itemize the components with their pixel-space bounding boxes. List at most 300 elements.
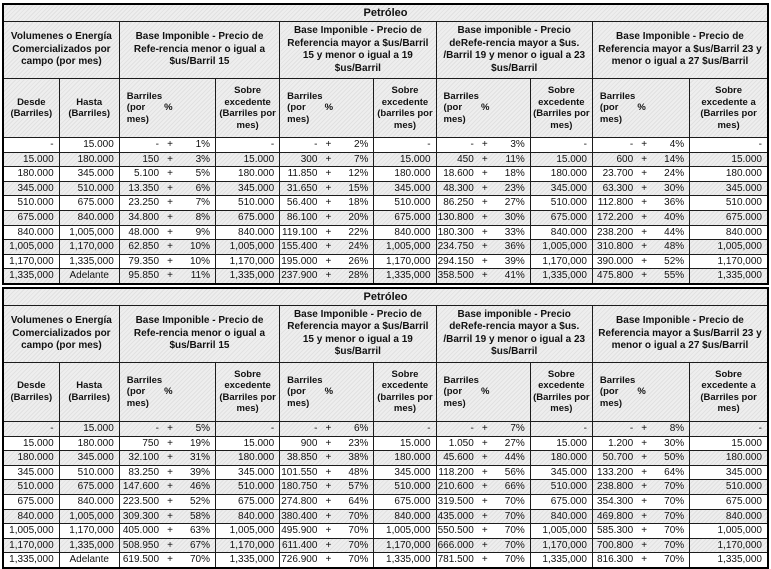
excedente-cell: 1,170,000	[216, 254, 280, 269]
desde-cell: 1,170,000	[3, 538, 59, 553]
table-row	[3, 210, 768, 225]
barriles-pct-cell	[280, 240, 374, 255]
barriles-pct-cell	[436, 225, 530, 240]
barriles-pct-cell	[592, 225, 689, 240]
desde-cell: 180.000	[3, 167, 59, 182]
plus-sign: +	[481, 437, 488, 449]
barriles-pct-cell	[436, 152, 530, 167]
plus-sign: +	[481, 510, 488, 522]
barriles-value: 309.300	[122, 510, 160, 522]
percent-value: 55%	[664, 270, 685, 282]
barriles-pct-header-3	[436, 79, 530, 138]
percent-value: 3%	[195, 153, 211, 165]
plus-sign: +	[167, 481, 173, 493]
plus-sign: +	[325, 241, 332, 253]
percent-value: 52%	[664, 255, 685, 267]
table-row	[3, 524, 768, 539]
excedente-cell: 1,335,000	[374, 269, 436, 284]
barriles-pct-header-4	[592, 79, 689, 138]
percent-value: 64%	[348, 495, 369, 507]
percent-value: 19%	[190, 437, 211, 449]
barriles-label: Barriles (por mes)	[443, 374, 479, 409]
hasta-cell: 15.000	[59, 138, 119, 153]
plus-sign: +	[167, 270, 173, 282]
desde-cell: 1,005,000	[3, 524, 59, 539]
plus-sign: +	[641, 437, 648, 449]
barriles-value: -	[629, 139, 634, 150]
percent-value: 24%	[348, 241, 369, 253]
percent-value: 70%	[190, 554, 211, 566]
barriles-pct-cell	[280, 524, 374, 539]
barriles-pct-cell	[436, 138, 530, 153]
desde-cell: 510.000	[3, 480, 59, 495]
excedente-cell: 840.000	[690, 225, 768, 240]
barriles-value: 180.750	[281, 481, 318, 493]
plus-sign: +	[325, 495, 332, 507]
plus-sign: +	[325, 255, 332, 267]
plus-sign: +	[481, 153, 488, 165]
excedente-cell: 180.000	[530, 451, 592, 466]
excedente-header-1: Sobre excedente (Barriles por mes)	[216, 79, 280, 138]
barriles-value: 48.300	[443, 182, 474, 194]
hasta-cell: 840.000	[59, 494, 119, 509]
barriles-pct-header-1	[119, 362, 215, 421]
desde-cell: 840.000	[3, 225, 59, 240]
table-title-row	[3, 288, 768, 306]
barriles-pct-cell	[436, 524, 530, 539]
excedente-cell: 345.000	[530, 181, 592, 196]
excedente-cell: 675.000	[690, 494, 768, 509]
table-row	[3, 451, 768, 466]
barriles-pct-cell	[436, 538, 530, 553]
percent-value: 70%	[348, 525, 369, 537]
barriles-pct-cell	[592, 152, 689, 167]
barriles-pct-cell	[436, 480, 530, 495]
hasta-cell: 345.000	[59, 451, 119, 466]
percent-label: %	[324, 102, 334, 114]
plus-sign: +	[325, 525, 332, 537]
plus-sign: +	[167, 255, 173, 267]
price-band-2-header: Base Imponible - Precio de Referencia mayor a $us/Barril 15 y menor o igual a 19 $us/Barril	[280, 22, 436, 79]
barriles-pct-cell	[436, 240, 530, 255]
excedente-cell: 180.000	[530, 167, 592, 182]
plus-sign: +	[325, 270, 332, 282]
barriles-pct-cell	[119, 436, 215, 451]
barriles-value: 63.300	[602, 182, 634, 194]
barriles-pct-cell	[280, 225, 374, 240]
price-band-3-header: Base imponible - Precio deRefe-rencia mayor a $us. /Barril 19 y menor o igual a 23 $us/Barril	[436, 305, 592, 362]
desde-cell: 15.000	[3, 436, 59, 451]
barriles-value: -	[470, 422, 474, 434]
barriles-value: 38.850	[286, 452, 318, 464]
barriles-value: 50.700	[602, 452, 634, 464]
barriles-pct-cell	[592, 494, 689, 509]
excedente-cell: 1,170,000	[690, 538, 768, 553]
percent-label: %	[164, 386, 173, 398]
percent-value: 14%	[664, 153, 685, 165]
barriles-pct-cell	[436, 210, 530, 225]
barriles-pct-cell	[436, 465, 530, 480]
barriles-pct-cell	[592, 269, 689, 284]
plus-sign: +	[641, 539, 648, 551]
percent-value: 10%	[190, 255, 211, 267]
barriles-value: 750	[142, 437, 160, 449]
plus-sign: +	[641, 182, 648, 194]
barriles-pct-cell	[119, 465, 215, 480]
percent-value: 70%	[348, 554, 369, 566]
barriles-pct-cell	[119, 181, 215, 196]
barriles-pct-cell	[119, 196, 215, 211]
percent-value: 23%	[504, 182, 525, 194]
price-band-4-header: Base Imponible - Precio de Referencia mayor a $us/Barril 23 y menor o igual a 27 $us/Barril	[592, 305, 768, 362]
percent-value: 46%	[190, 481, 211, 493]
table-row	[3, 240, 768, 255]
plus-sign: +	[325, 466, 332, 478]
percent-label: %	[480, 386, 490, 398]
excedente-cell: 675.000	[530, 494, 592, 509]
percent-value: 48%	[664, 241, 685, 253]
barriles-value: 180.300	[437, 226, 474, 238]
barriles-value: 900	[300, 437, 318, 449]
plus-sign: +	[641, 226, 648, 238]
excedente-cell: 840.000	[530, 509, 592, 524]
desde-cell: 15.000	[3, 152, 59, 167]
excedente-cell: 180.000	[374, 167, 436, 182]
excedente-cell: 840.000	[530, 225, 592, 240]
barriles-value: 585.300	[597, 525, 634, 537]
table-title: Petróleo	[3, 4, 768, 22]
plus-sign: +	[325, 211, 332, 223]
price-band-1-header: Base Imponible - Precio de Refe-rencia menor o igual a $us/Barril 15	[119, 305, 279, 362]
barriles-value: -	[629, 422, 634, 434]
plus-sign: +	[167, 466, 173, 478]
barriles-pct-cell	[119, 254, 215, 269]
percent-value: 70%	[348, 510, 369, 522]
percent-value: 39%	[504, 255, 525, 267]
plus-sign: +	[167, 495, 173, 507]
table-title: Petróleo	[3, 288, 768, 306]
barriles-value: 550.500	[437, 525, 474, 537]
barriles-value: 79.350	[128, 255, 160, 267]
plus-sign: +	[481, 495, 488, 507]
barriles-value: 234.750	[437, 241, 474, 253]
hasta-cell: Adelante	[59, 553, 119, 568]
barriles-label: Barriles (por mes)	[287, 374, 323, 409]
percent-value: 70%	[664, 481, 685, 493]
percent-value: 66%	[504, 481, 525, 493]
desde-cell: 840.000	[3, 509, 59, 524]
excedente-cell: 180.000	[216, 451, 280, 466]
barriles-value: 1.200	[608, 437, 634, 449]
excedente-header-1: Sobre excedente (Barriles por mes)	[216, 362, 280, 421]
plus-sign: +	[325, 510, 332, 522]
barriles-pct-cell	[119, 210, 215, 225]
barriles-value: -	[155, 139, 160, 150]
barriles-value: 781.500	[437, 554, 474, 566]
excedente-cell: 1,170,000	[530, 538, 592, 553]
plus-sign: +	[481, 255, 488, 267]
barriles-pct-cell	[119, 451, 215, 466]
percent-value: 40%	[664, 211, 685, 223]
desde-cell: 675.000	[3, 210, 59, 225]
barriles-pct-cell	[119, 538, 215, 553]
plus-sign: +	[481, 168, 488, 180]
barriles-pct-cell	[592, 167, 689, 182]
barriles-value: 619.500	[122, 554, 160, 566]
price-band-1-header: Base Imponible - Precio de Refe-rencia menor o igual a $us/Barril 15	[119, 22, 279, 79]
plus-sign: +	[325, 422, 332, 434]
percent-value: 30%	[664, 437, 685, 449]
percent-value: 12%	[348, 168, 369, 180]
barriles-value: 354.300	[597, 495, 634, 507]
plus-sign: +	[641, 481, 648, 493]
plus-sign: +	[481, 539, 488, 551]
hasta-cell: 1,335,000	[59, 254, 119, 269]
barriles-pct-cell	[592, 181, 689, 196]
percent-value: 70%	[664, 495, 685, 507]
excedente-cell: 180.000	[216, 167, 280, 182]
barriles-value: 130.800	[437, 211, 474, 223]
barriles-value: 450	[457, 153, 474, 165]
plus-sign: +	[641, 255, 648, 267]
hasta-cell: 675.000	[59, 196, 119, 211]
group-header-row	[3, 22, 768, 79]
excedente-header-2: Sobre excedente (barriles por mes)	[374, 79, 436, 138]
desde-cell: 675.000	[3, 494, 59, 509]
plus-sign: +	[641, 270, 648, 282]
barriles-value: 816.300	[597, 554, 634, 566]
percent-value: 1%	[195, 139, 211, 150]
excedente-cell: 180.000	[690, 167, 768, 182]
barriles-pct-cell	[592, 524, 689, 539]
percent-value: 23%	[348, 437, 369, 449]
plus-sign: +	[641, 510, 648, 522]
table-row	[3, 421, 768, 436]
barriles-value: 238.200	[597, 226, 634, 238]
percent-value: 57%	[348, 481, 369, 493]
plus-sign: +	[481, 241, 488, 253]
excedente-cell: 180.000	[374, 451, 436, 466]
percent-value: 36%	[664, 197, 685, 209]
barriles-value: 86.100	[286, 211, 318, 223]
barriles-pct-cell	[280, 181, 374, 196]
excedente-header-3: Sobre excedente (Barriles por mes)	[530, 79, 592, 138]
percent-label: %	[637, 386, 646, 398]
excedente-cell: 15.000	[374, 152, 436, 167]
excedente-header-4: Sobre excedente a (Barriles por mes)	[690, 79, 768, 138]
barriles-value: 380.400	[281, 510, 318, 522]
percent-value: 50%	[664, 452, 685, 464]
plus-sign: +	[167, 525, 173, 537]
table-row	[3, 196, 768, 211]
barriles-value: 310.800	[597, 241, 634, 253]
barriles-pct-cell	[119, 494, 215, 509]
barriles-pct-header-3	[436, 362, 530, 421]
barriles-value: 34.800	[128, 211, 160, 223]
barriles-pct-cell	[592, 538, 689, 553]
barriles-pct-cell	[436, 167, 530, 182]
desde-header: Desde (Barriles)	[3, 362, 59, 421]
percent-value: 44%	[664, 226, 685, 238]
plus-sign: +	[481, 481, 488, 493]
plus-sign: +	[325, 168, 332, 180]
excedente-cell: 345.000	[216, 181, 280, 196]
table-row	[3, 225, 768, 240]
barriles-pct-cell	[119, 167, 215, 182]
percent-value: 30%	[664, 182, 685, 194]
excedente-cell: 1,005,000	[374, 524, 436, 539]
percent-value: 63%	[190, 525, 211, 537]
barriles-value: 435.000	[437, 510, 474, 522]
barriles-pct-cell	[436, 196, 530, 211]
plus-sign: +	[325, 554, 332, 566]
plus-sign: +	[641, 452, 648, 464]
percent-value: 5%	[195, 168, 211, 180]
excedente-cell: 1,335,000	[374, 553, 436, 568]
percent-value: 8%	[195, 211, 211, 223]
plus-sign: +	[167, 139, 173, 150]
desde-header: Desde (Barriles)	[3, 79, 59, 138]
barriles-pct-cell	[280, 138, 374, 153]
percent-value: 64%	[664, 466, 685, 478]
plus-sign: +	[325, 153, 332, 165]
plus-sign: +	[641, 211, 648, 223]
percent-value: 20%	[348, 211, 369, 223]
barriles-pct-cell	[119, 240, 215, 255]
barriles-pct-cell	[436, 553, 530, 568]
excedente-cell: 15.000	[530, 152, 592, 167]
barriles-pct-cell	[280, 465, 374, 480]
excedente-cell: -	[690, 138, 768, 153]
barriles-value: 210.600	[437, 481, 474, 493]
percent-value: 24%	[664, 168, 685, 180]
plus-sign: +	[641, 495, 648, 507]
excedente-cell: 15.000	[374, 436, 436, 451]
barriles-label: Barriles (por mes)	[599, 374, 636, 409]
excedente-cell: 510.000	[530, 196, 592, 211]
excedente-cell: 1,005,000	[216, 240, 280, 255]
percent-value: 70%	[664, 510, 685, 522]
excedente-cell: -	[530, 138, 592, 153]
percent-value: 7%	[510, 422, 525, 434]
barriles-value: 32.100	[128, 452, 160, 464]
excedente-cell: 840.000	[216, 509, 280, 524]
hasta-cell: 840.000	[59, 210, 119, 225]
excedente-cell: 1,170,000	[374, 538, 436, 553]
petroleo-table-1	[2, 3, 769, 285]
barriles-value: 31.650	[286, 182, 318, 194]
barriles-pct-cell	[592, 210, 689, 225]
desde-cell: -	[3, 138, 59, 153]
barriles-value: 611.400	[282, 539, 318, 551]
barriles-pct-cell	[280, 254, 374, 269]
percent-value: 70%	[664, 554, 685, 566]
plus-sign: +	[641, 241, 648, 253]
barriles-value: -	[314, 139, 318, 150]
plus-sign: +	[481, 139, 488, 150]
excedente-cell: 15.000	[216, 436, 280, 451]
excedente-cell: 510.000	[690, 196, 768, 211]
percent-value: 36%	[504, 241, 525, 253]
percent-label: %	[324, 386, 334, 398]
barriles-value: 294.150	[437, 255, 474, 267]
plus-sign: +	[167, 452, 173, 464]
percent-value: 31%	[190, 452, 211, 464]
plus-sign: +	[167, 226, 173, 238]
barriles-pct-header-2	[280, 79, 374, 138]
hasta-cell: 510.000	[59, 181, 119, 196]
hasta-cell: 180.000	[59, 152, 119, 167]
percent-value: 26%	[348, 255, 369, 267]
barriles-label: Barriles (por mes)	[287, 90, 323, 125]
table-row	[3, 553, 768, 568]
plus-sign: +	[325, 452, 332, 464]
percent-value: 70%	[504, 495, 525, 507]
plus-sign: +	[481, 226, 488, 238]
percent-value: 28%	[348, 270, 369, 282]
excedente-cell: 510.000	[374, 196, 436, 211]
excedente-cell: 180.000	[690, 451, 768, 466]
percent-value: 3%	[510, 139, 525, 150]
barriles-pct-cell	[119, 269, 215, 284]
excedente-cell: 675.000	[530, 210, 592, 225]
excedente-cell: 1,335,000	[690, 553, 768, 568]
hasta-cell: 180.000	[59, 436, 119, 451]
table-row	[3, 269, 768, 284]
barriles-pct-cell	[436, 254, 530, 269]
excedente-cell: 345.000	[374, 465, 436, 480]
excedente-cell: 1,005,000	[216, 524, 280, 539]
barriles-pct-cell	[280, 538, 374, 553]
percent-value: 70%	[348, 539, 369, 551]
barriles-label: Barriles (por mes)	[126, 374, 163, 409]
hasta-cell: 1,170,000	[59, 240, 119, 255]
excedente-cell: 510.000	[216, 196, 280, 211]
excedente-cell: 1,005,000	[374, 240, 436, 255]
percent-value: 7%	[195, 197, 211, 209]
percent-value: 27%	[504, 197, 525, 209]
table-row	[3, 167, 768, 182]
excedente-cell: 345.000	[216, 465, 280, 480]
desde-cell: 1,335,000	[3, 553, 59, 568]
barriles-value: 469.800	[597, 510, 634, 522]
barriles-value: 508.950	[122, 539, 160, 551]
barriles-value: 358.500	[437, 270, 474, 282]
barriles-pct-cell	[119, 421, 215, 436]
table-row	[3, 494, 768, 509]
barriles-value: 45.600	[443, 452, 474, 464]
percent-value: 38%	[348, 452, 369, 464]
excedente-cell: 510.000	[690, 480, 768, 495]
barriles-value: 13.350	[128, 182, 160, 194]
barriles-pct-cell	[119, 553, 215, 568]
excedente-cell: 675.000	[216, 494, 280, 509]
percent-value: 6%	[353, 422, 369, 434]
barriles-value: 700.800	[597, 539, 634, 551]
excedente-cell: -	[216, 421, 280, 436]
barriles-pct-cell	[436, 421, 530, 436]
barriles-value: 119.100	[282, 226, 318, 238]
barriles-value: 495.900	[281, 525, 318, 537]
plus-sign: +	[325, 197, 332, 209]
desde-cell: -	[3, 421, 59, 436]
barriles-value: 95.850	[128, 270, 160, 282]
barriles-pct-cell	[119, 225, 215, 240]
excedente-cell: 510.000	[374, 480, 436, 495]
excedente-cell: 1,005,000	[690, 240, 768, 255]
percent-value: 27%	[504, 437, 525, 449]
excedente-cell: 345.000	[690, 181, 768, 196]
